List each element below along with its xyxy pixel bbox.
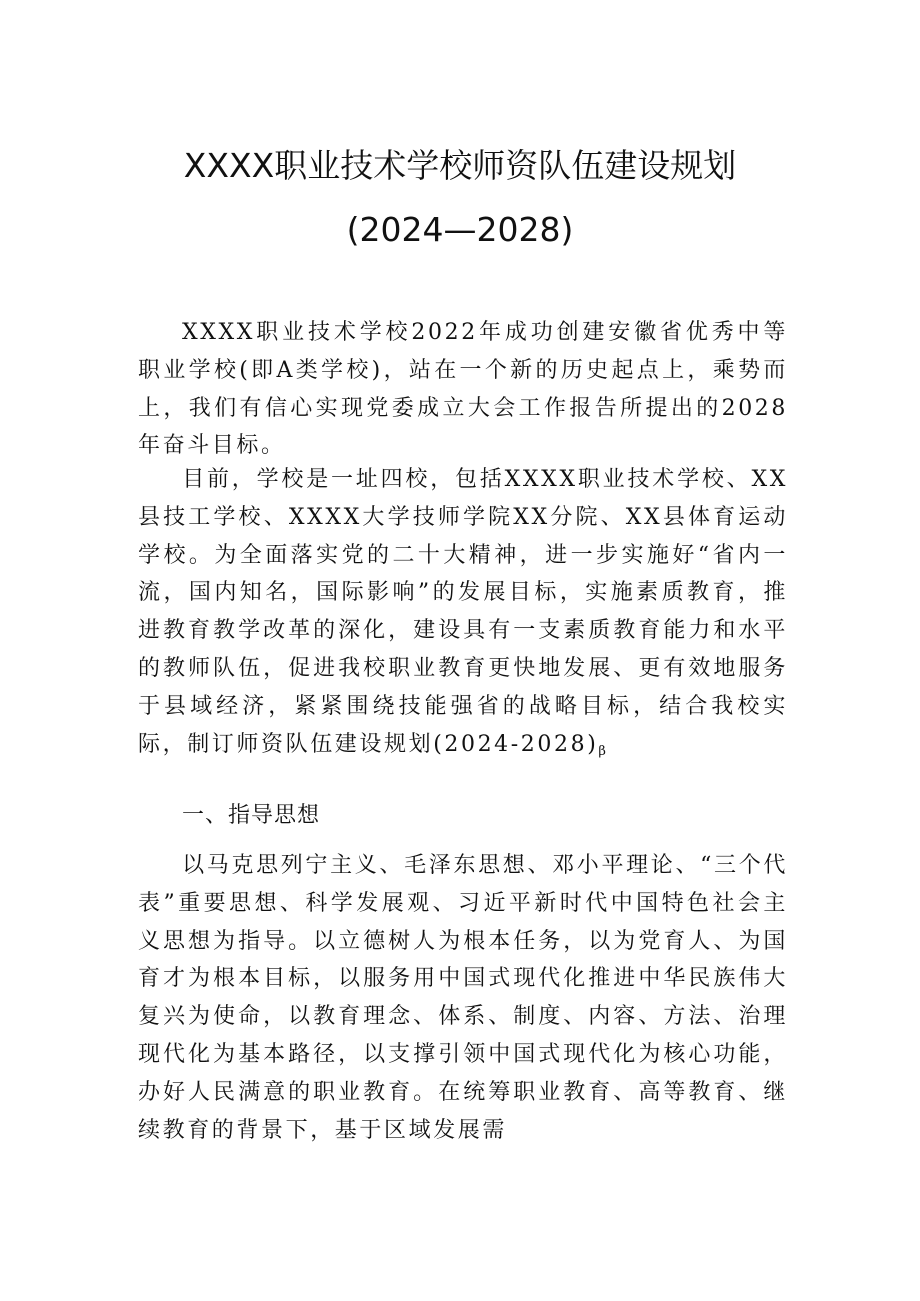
intro-paragraph <box>138 314 788 465</box>
guiding-ideology-paragraph <box>138 847 788 1149</box>
intro-paragraph-text: XXXX职业技术学校2022年成功创建安徽省优秀中等职业学校(即A类学校)，站在一个新的历史起点上，乘势而上，我们有信心实现党委成立大会工作报告所提出的2028年奋斗目标。 <box>138 320 788 459</box>
document-title: XXXX职业技术学校师资队伍建设规划 <box>183 146 737 185</box>
paragraph-tail-mark: β <box>598 743 609 759</box>
guiding-ideology-paragraph-text: 以马克思列宁主义、毛泽东思想、邓小平理论、“三个代表”重要思想、科学发展观、习近平新时代中国特色社会主义思想为指导。以立德树人为根本任务，以为党育人、为国育才为根本目标，以服务用中国式现代化推进中华民族伟大复兴为使命，以教育理念、体系、制度、内容、方法、治理现代化为基本路径，以支撑引领中国式现代化为核心功能，办好人民满意的职业教育。在统筹职业教育、高等教育、继续教育的背景下，基于区域发展需 <box>138 853 788 1143</box>
document-title-years: (2024—2028) <box>346 210 574 249</box>
background-paragraph <box>138 461 788 770</box>
section-heading-guiding-ideology: 一、指导思想 <box>182 803 321 828</box>
background-paragraph-text: 目前，学校是一址四校，包括XXXX职业技术学校、XX县技工学校、XXXX大学技师学院XX分院、XX县体育运动学校。为全面落实党的二十大精神，进一步实施好“省内一流，国内知名，国际影响”的发展目标，实施素质教育，推进教育教学改革的深化，建设具有一支素质教育能力和水平的教师队伍，促进我校职业教育更快地发展、更有效地服务于县域经济，紧紧围绕技能强省的战略目标，结合我校实际，制订师资队伍建设规划(2024-2028) <box>138 467 788 757</box>
